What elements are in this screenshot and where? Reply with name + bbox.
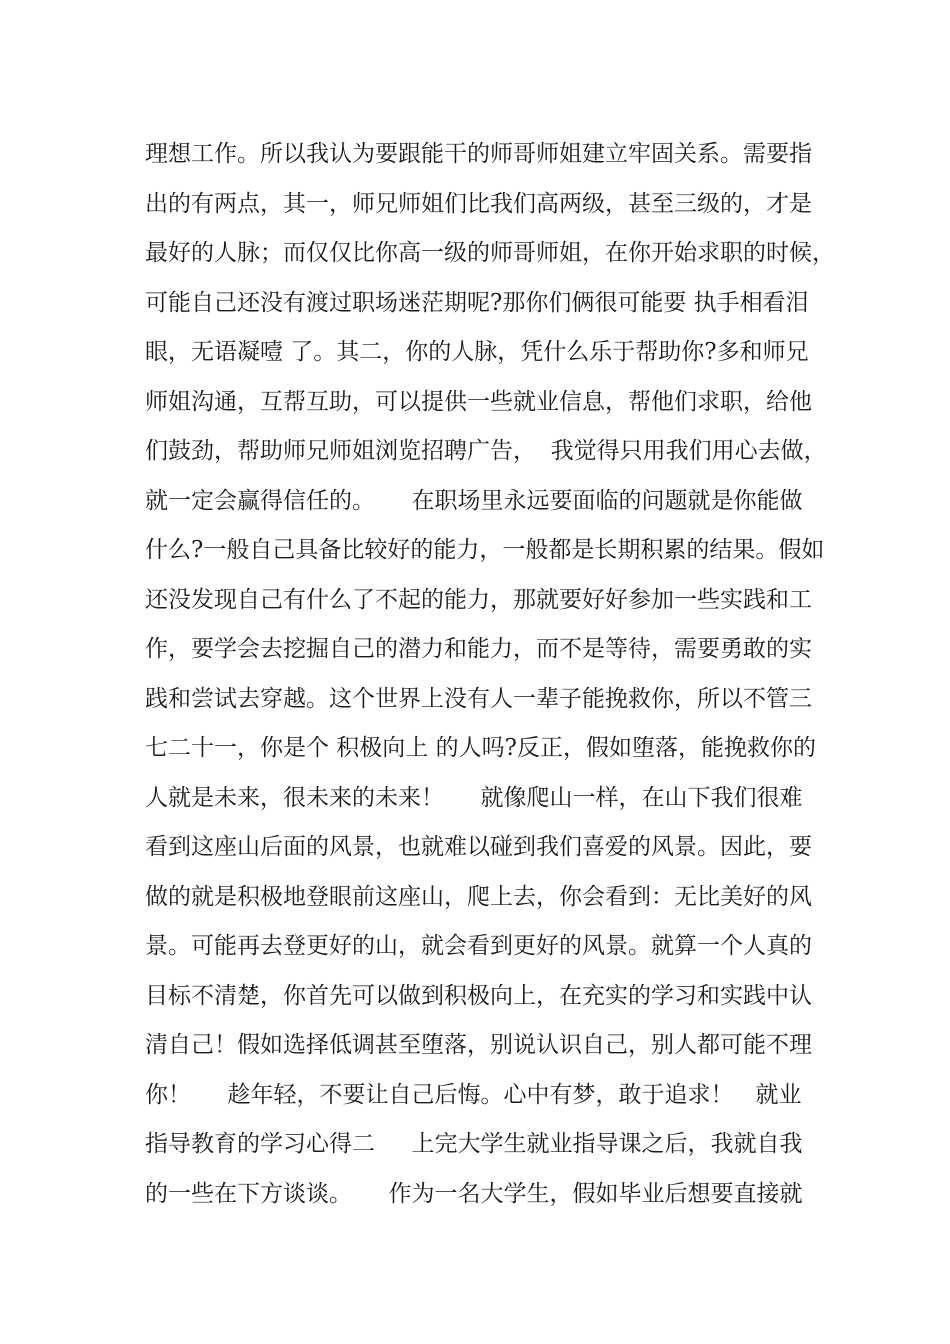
text-line: 你！ 趁年轻，不要让自己后悔。心中有梦，敢于追求！ 就业 (145, 1081, 802, 1108)
text-line: 理想工作。所以我认为要跟能干的师哥师姐建立牢固关系。需要指 (145, 141, 812, 167)
text-line: 什么?一般自己具备比较好的能力，一般都是长期积累的结果。假如 (145, 537, 825, 563)
text-line: 们鼓劲，帮助师兄师姐浏览招聘广告， 我觉得只用我们用心去做， (145, 438, 827, 464)
text-line: 指导教育的学习心得二 上完大学生就业指导课之后，我就自我 (145, 1131, 803, 1157)
text-line: 就一定会赢得信任的。 在职场里永远要面临的问题就是你能做 (145, 487, 803, 514)
text-line: 作，要学会去挖掘自己的潜力和能力，而不是等待，需要勇敢的实 (145, 636, 812, 662)
text-line: 出的有两点，其一，师兄师姐们比我们高两级，甚至三级的，才是 (145, 190, 812, 217)
text-line: 的一些在下方谈谈。 作为一名大学生，假如毕业后想要直接就 (145, 1180, 803, 1207)
text-line: 还没发现自己有什么了不起的能力，那就要好好参加一些实践和工 (145, 586, 812, 613)
text-line: 师姐沟通，互帮互助，可以提供一些就业信息，帮他们求职，给他 (145, 388, 812, 415)
text-line: 清自己！假如选择低调甚至堕落，别说认识自己，别人都可能不理 (145, 1032, 812, 1058)
text-line: 做的就是积极地登眼前这座山，爬上去，你会看到：无比美好的风 (145, 883, 812, 910)
text-line: 看到这座山后面的风景，也就难以碰到我们喜爱的风景。因此，要 (145, 834, 812, 860)
text-line: 目标不清楚，你首先可以做到积极向上，在充实的学习和实践中认 (145, 982, 812, 1009)
text-line: 最好的人脉；而仅仅比你高一级的师哥师姐，在你开始求职的时候， (145, 240, 835, 266)
text-line: 人就是未来，很未来的未来！ 就像爬山一样，在山下我们很难 (145, 784, 803, 811)
text-line: 可能自己还没有渡过职场迷茫期呢?那你们俩很可能要 执手相看泪 (145, 289, 809, 316)
text-line: 践和尝试去穿越。这个世界上没有人一辈子能挽救你，所以不管三 (145, 685, 812, 712)
text-line: 眼，无语凝噎 了。其二，你的人脉，凭什么乐于帮助你?多和师兄 (145, 339, 809, 365)
body-text (145, 130, 835, 1219)
text-line: 景。可能再去登更好的山，就会看到更好的风景。就算一个人真的 (145, 933, 812, 959)
text-line: 七二十一，你是个 积极向上 的人吗?反正，假如堕落，能挽救你的 (145, 735, 816, 761)
